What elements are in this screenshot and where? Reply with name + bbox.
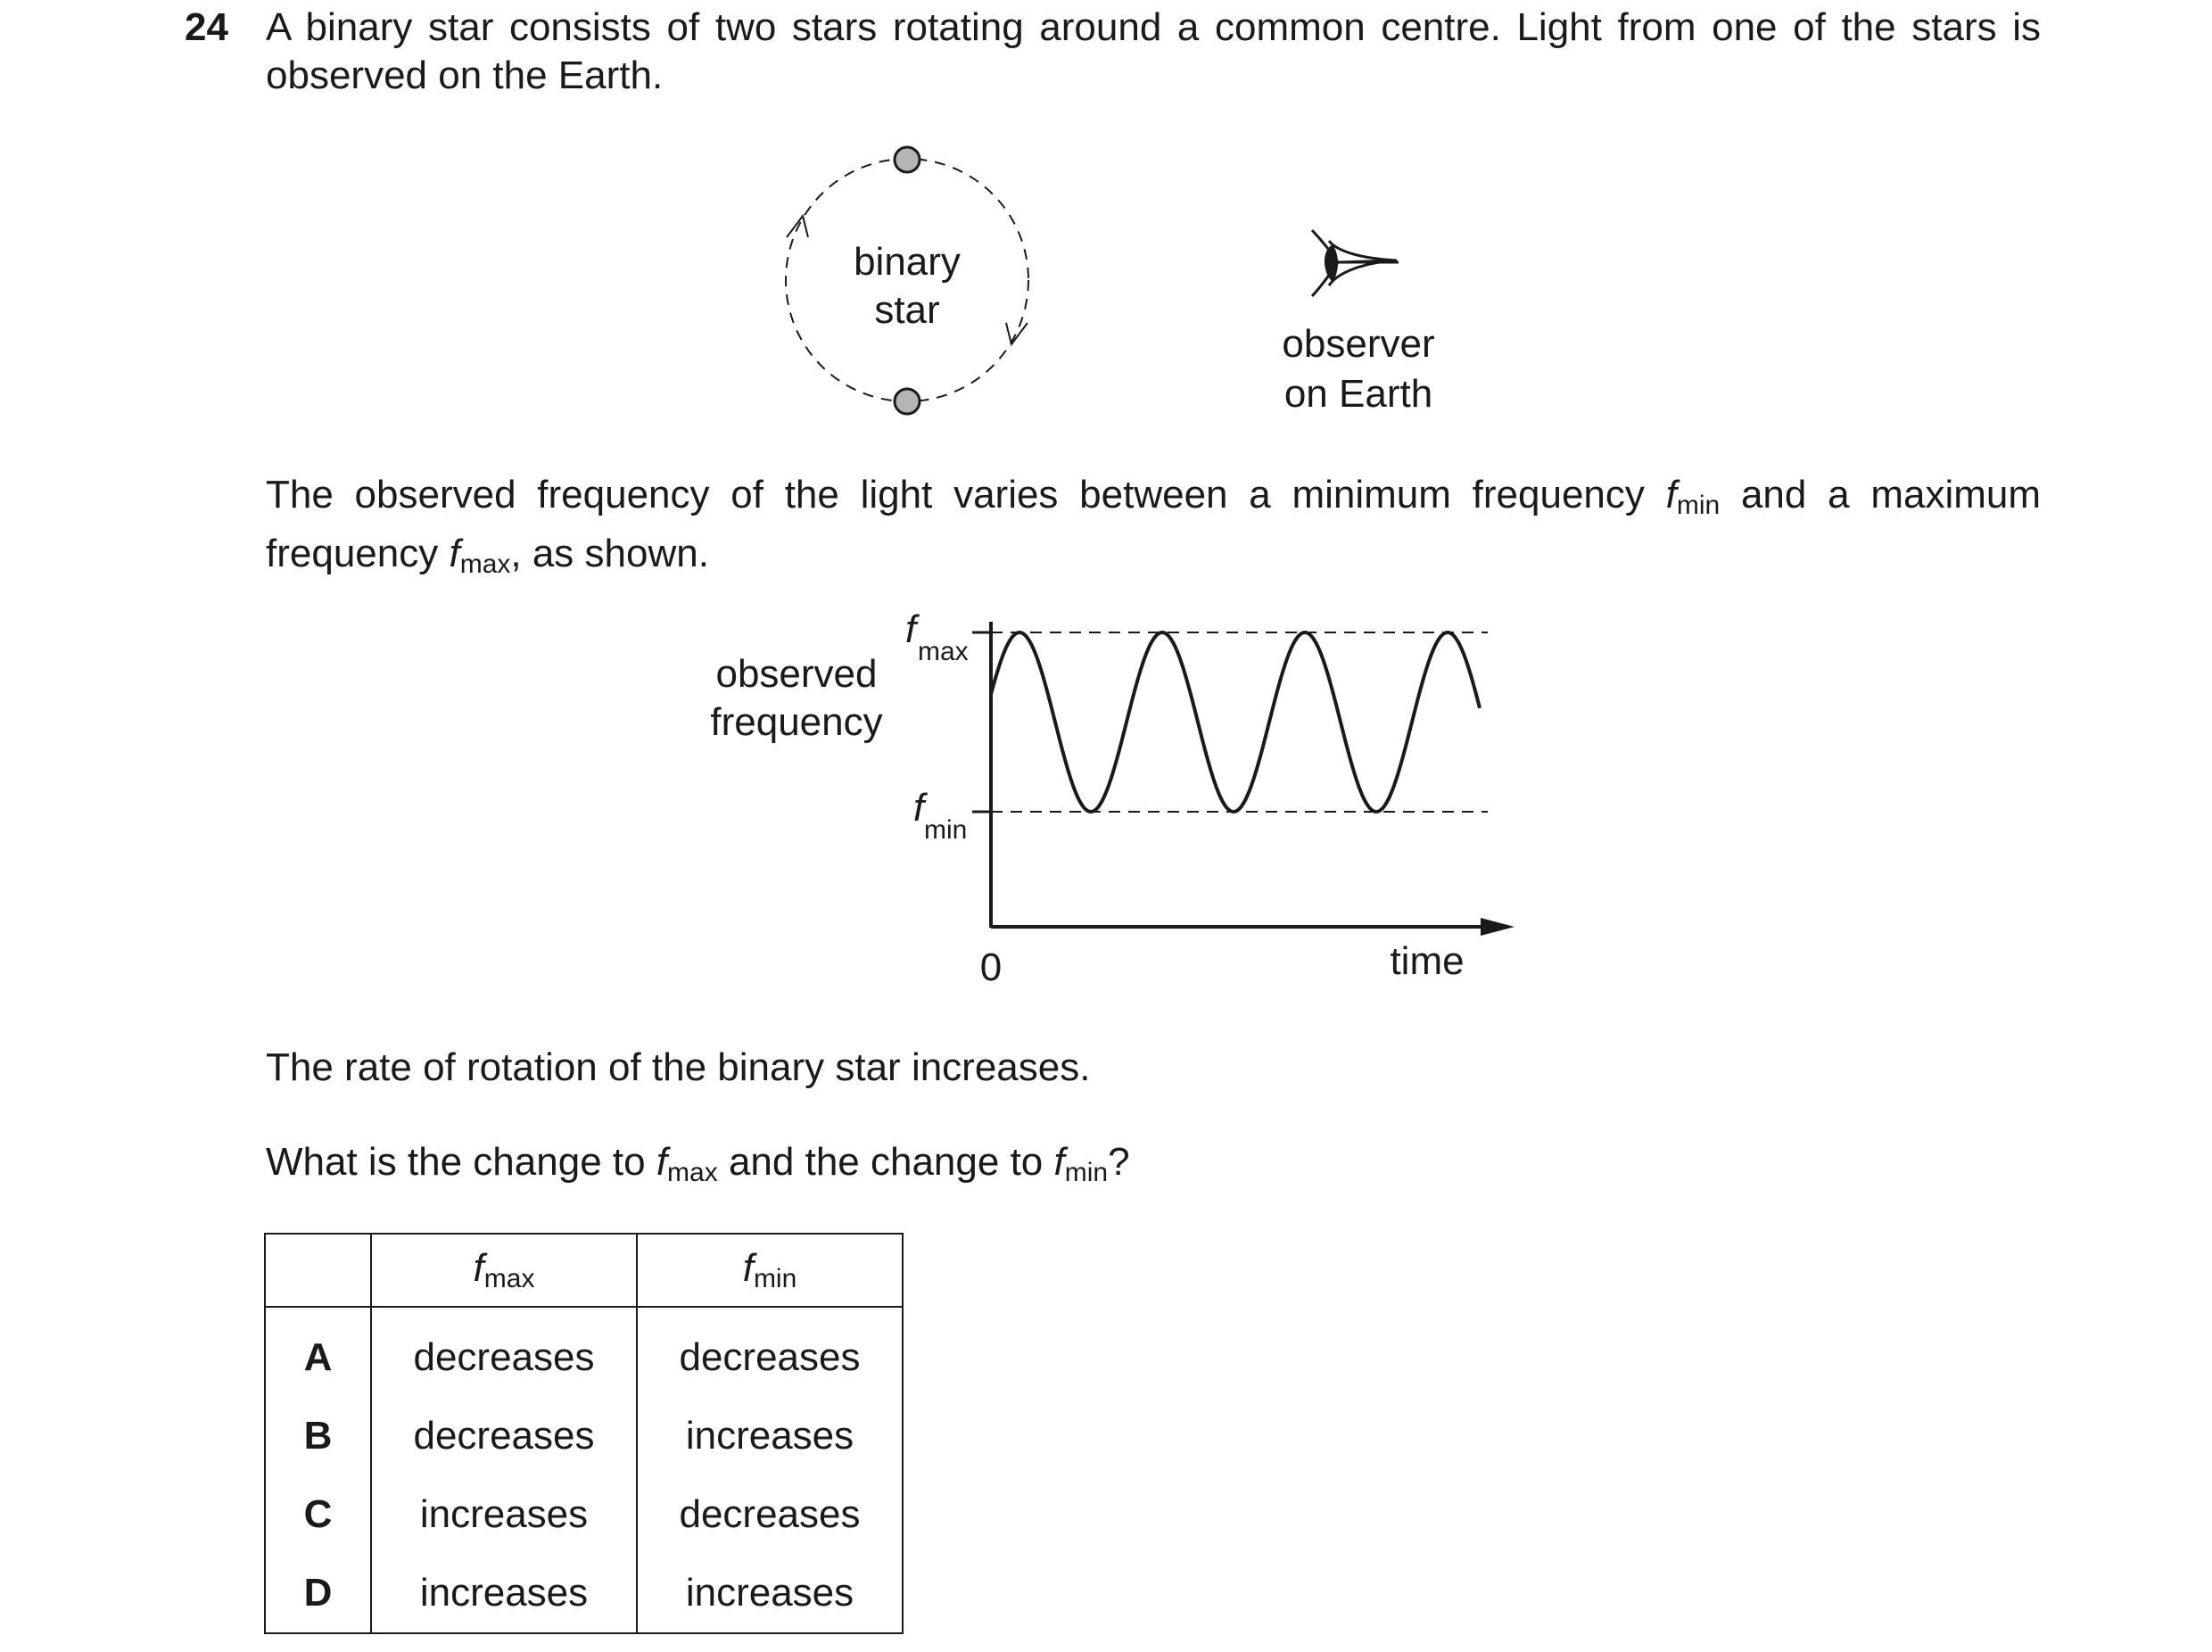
graph-ylabel-line1: observed (715, 652, 878, 696)
observer-label-line1: observer (1282, 322, 1435, 366)
option-letter[interactable]: A (265, 1307, 371, 1397)
question-intro: A binary star consists of two stars rotating around a common centre. Light from one of the stars is observed on the Earth. (266, 5, 2041, 97)
table-row[interactable] (265, 1554, 903, 1633)
fmax-symbol: $f_{max}$ (449, 532, 511, 579)
fmax-axis-label: fmax (905, 607, 969, 666)
graph-xlabel: time (1390, 939, 1465, 983)
binary-star-label-line2: star (874, 288, 940, 332)
fmin-symbol: $f_{min}$ (1665, 473, 1721, 520)
eye-icon (1312, 230, 1399, 296)
option-fmax: increases (371, 1475, 637, 1554)
star-bottom (895, 389, 920, 414)
answer-options-table (264, 1233, 904, 1634)
observer-label-line2: on Earth (1283, 372, 1433, 416)
table-row[interactable] (265, 1307, 903, 1397)
star-top (895, 147, 920, 172)
option-fmin: increases (637, 1397, 903, 1475)
table-row[interactable] (265, 1397, 903, 1475)
frequency-graph (972, 622, 1515, 936)
fmin-axis-label: fmin (913, 786, 968, 845)
orbit-arrow-right-icon (1006, 323, 1028, 344)
fmin-symbol: $f_{min}$ (1053, 1140, 1109, 1187)
question-prompt: What is the change to $f_{max}$ and the change to $f_{min}$? (266, 1140, 1130, 1187)
option-letter[interactable]: B (265, 1397, 371, 1475)
question-number: 24 (185, 5, 228, 49)
graph-ylabel-line2: frequency (710, 700, 883, 744)
option-fmin: increases (637, 1554, 903, 1633)
option-fmax: decreases (371, 1307, 637, 1397)
header-fmin: $f_{min}$ (637, 1234, 903, 1307)
option-fmin: decreases (637, 1307, 903, 1397)
table-row[interactable] (265, 1475, 903, 1554)
graph-origin-label: 0 (979, 946, 1003, 989)
option-fmax: decreases (371, 1397, 637, 1475)
header-blank-cell (265, 1234, 371, 1307)
header-fmax: $f_{max}$ (371, 1234, 637, 1307)
x-axis-arrowhead-icon (1481, 918, 1515, 936)
option-letter[interactable]: D (265, 1554, 371, 1633)
frequency-curve (991, 632, 1480, 812)
option-fmin: decreases (637, 1475, 903, 1554)
fmax-symbol: $f_{max}$ (656, 1140, 718, 1187)
frequency-sentence: The observed frequency of the light varies between a minimum frequency $f_{min}$ and a maximum frequency $f_{max}$, as shown. (266, 473, 2041, 579)
option-fmax: increases (371, 1554, 637, 1633)
rate-statement: The rate of rotation of the binary star increases. (266, 1045, 1091, 1089)
table-header-row (265, 1234, 903, 1307)
binary-star-label-line1: binary (854, 240, 961, 284)
option-letter[interactable]: C (265, 1475, 371, 1554)
